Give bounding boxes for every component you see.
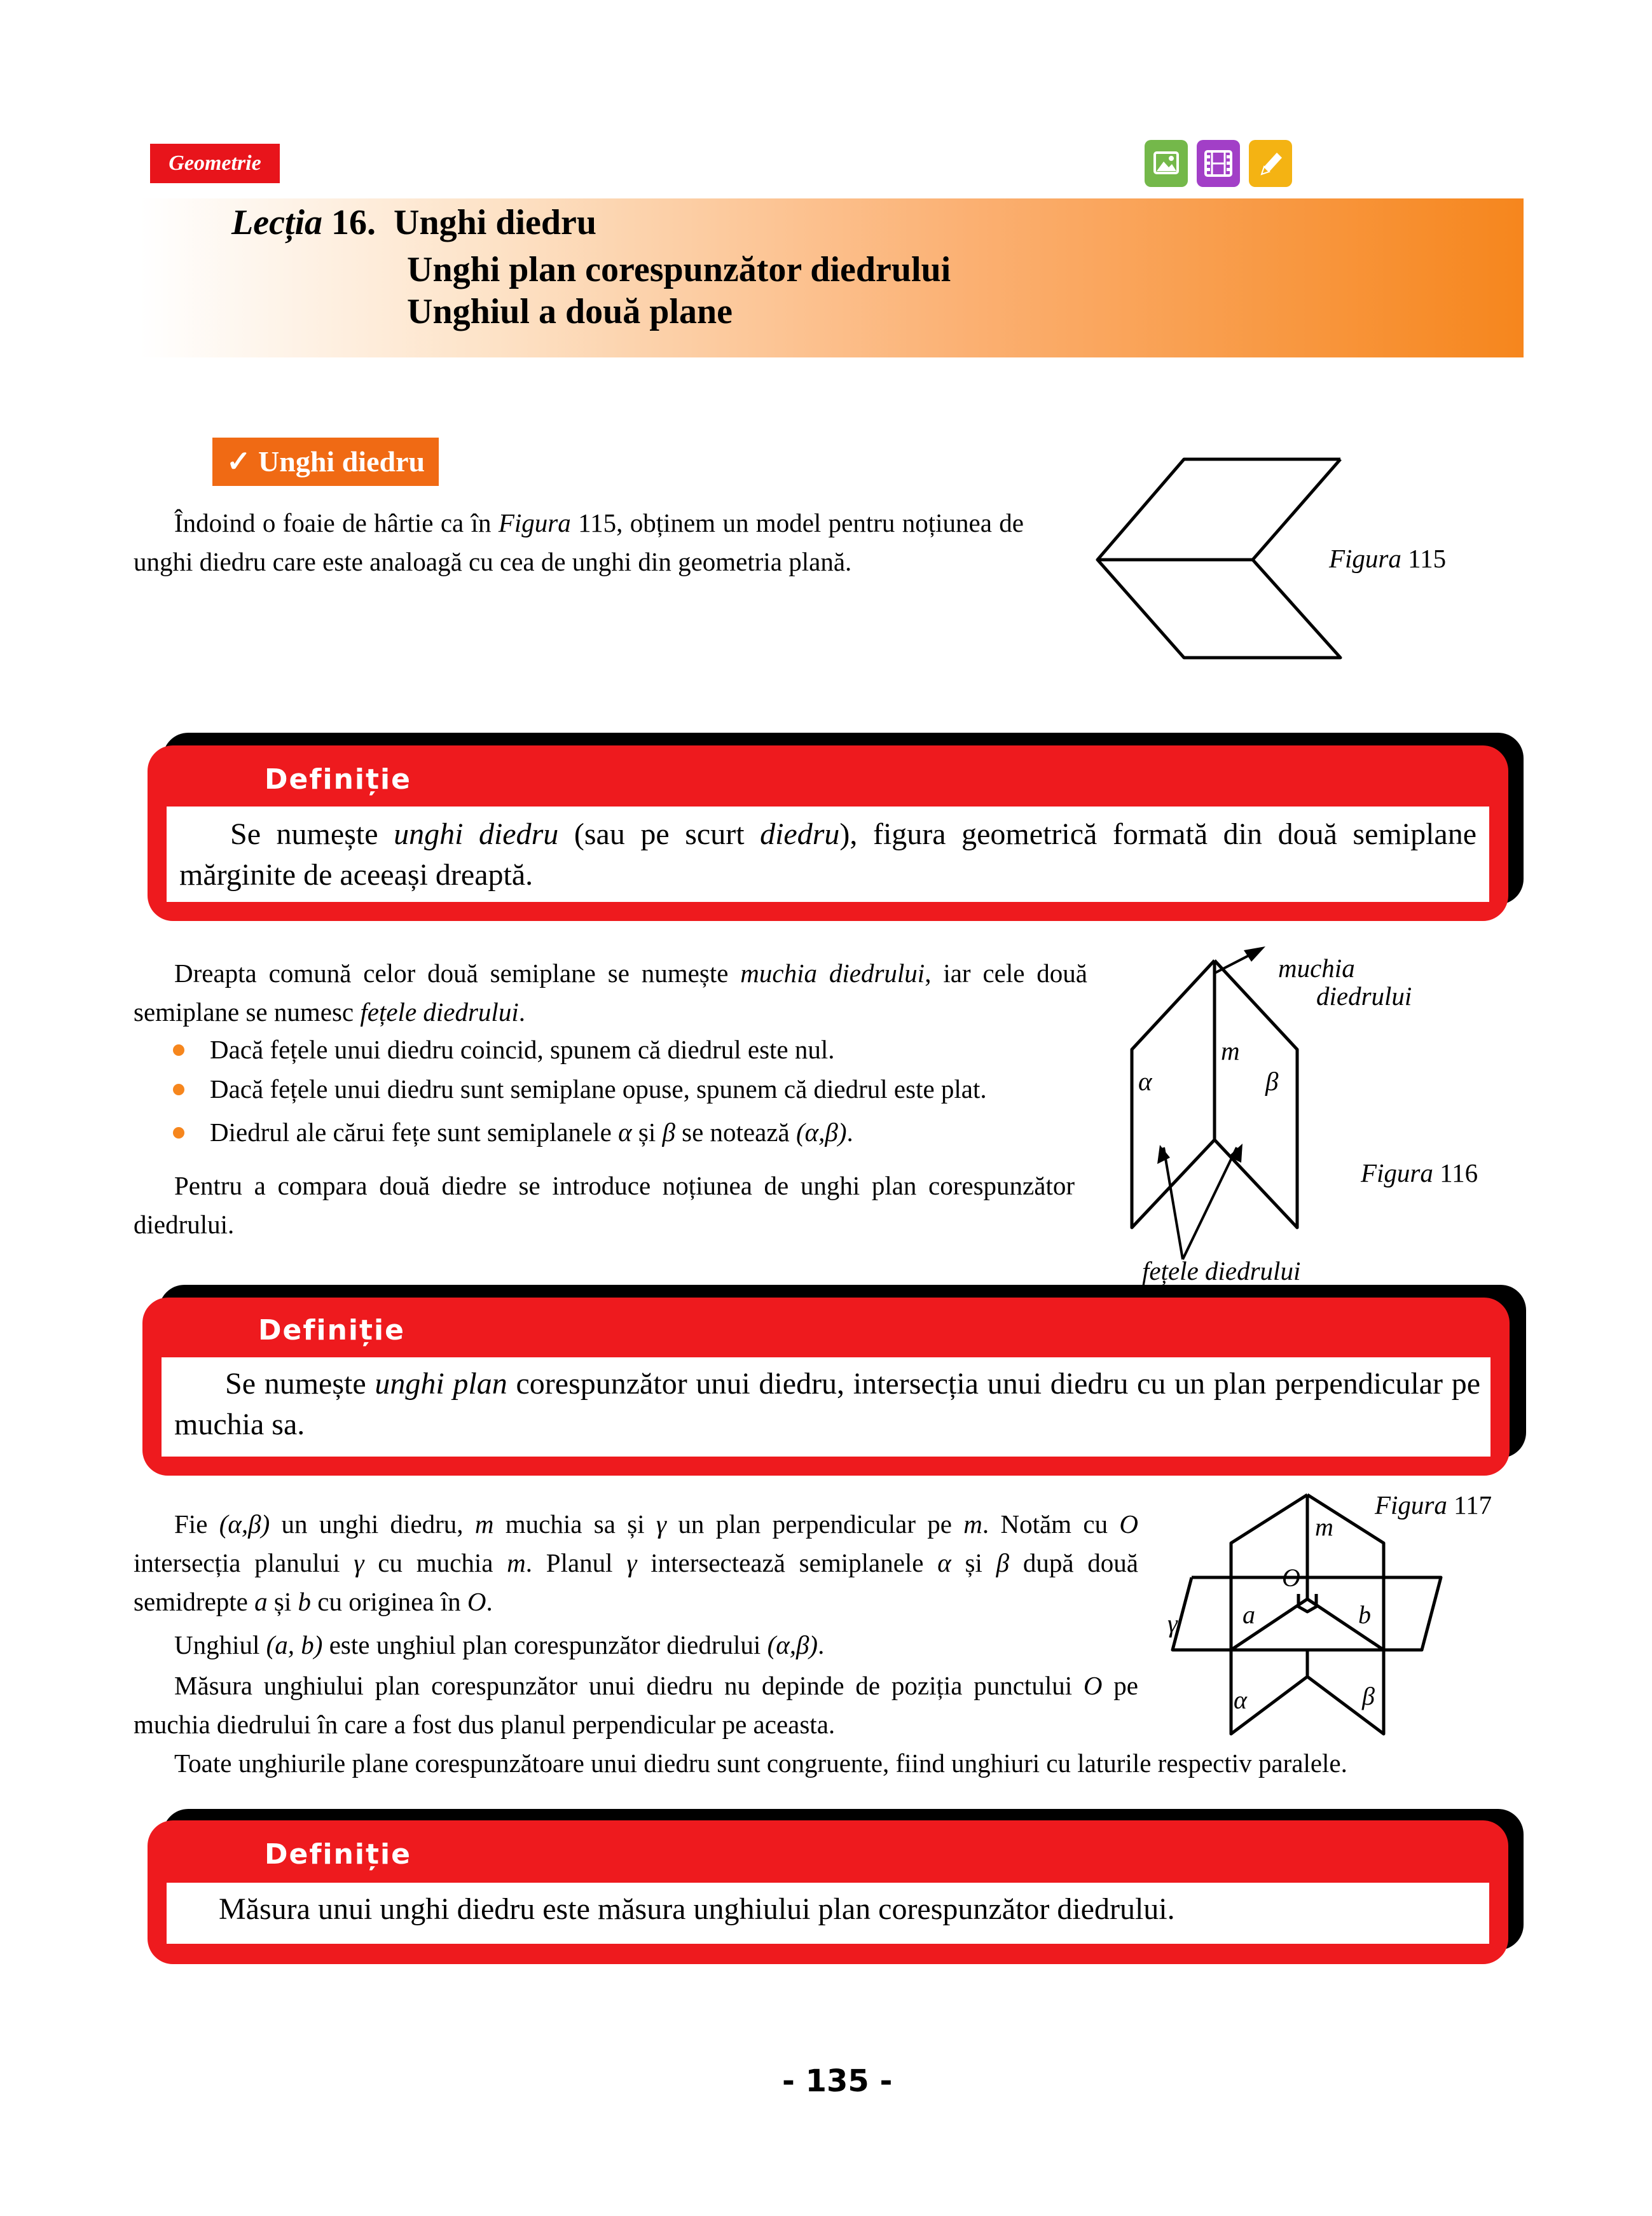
def1-b: (sau pe scurt (558, 817, 761, 851)
pa-1: Fie (174, 1509, 219, 1539)
figure-115 (1094, 455, 1348, 663)
figure-116-label (1361, 1158, 1478, 1188)
film-icon[interactable] (1197, 140, 1240, 187)
pa-10: și (951, 1548, 996, 1577)
def1-term-2: diedru (760, 817, 840, 851)
pa-12: și (267, 1587, 298, 1616)
fig115-word: Figura (1329, 544, 1401, 573)
fig117-O: O (1282, 1563, 1300, 1592)
fig117-num: 117 (1454, 1490, 1492, 1520)
pa2-b: este unghiul plan corespunzător diedrului (322, 1630, 767, 1659)
lesson-title-2: Unghi plan corespunzător diedrului (407, 250, 951, 289)
pa-4: un plan perpendicular pe (666, 1509, 964, 1539)
pa-3: muchia sa și (493, 1509, 656, 1539)
bullet-3-beta: β (662, 1118, 675, 1147)
pa-13: cu originea în (311, 1587, 467, 1616)
def2-b: corespunzător unui diedru, intersecția unui diedru cu un plan perpendicular pe muchia sa. (174, 1367, 1480, 1441)
fig116-edge-label-2: diedrului (1316, 981, 1412, 1011)
edge-a: Dreapta comună celor două semiplane se numește (174, 959, 741, 988)
pa3-O: O (1083, 1671, 1103, 1700)
pa-11: după două semidrepte (134, 1548, 1138, 1616)
pa-ray-b: b (298, 1587, 311, 1616)
figure-116 (1119, 941, 1501, 1285)
section-badge: ✓ Unghi diedru (212, 438, 439, 486)
fig116-faces-label: fețele diedrului (1142, 1256, 1301, 1285)
def1-a: Se numește (230, 817, 394, 851)
intro-text-b: 115, obținem un model pentru noțiunea de unghi diedru care este analoagă cu cea de unghi din geometria plană. (134, 508, 1024, 576)
fig117-word: Figura (1375, 1490, 1447, 1520)
fig116-num: 116 (1440, 1158, 1478, 1188)
def1-c: ), figura geometrică formată din două semiplane mărginite de aceeași dreaptă. (179, 817, 1477, 892)
lesson-number: 16. (331, 203, 376, 242)
media-icons (1145, 140, 1292, 187)
pa-6: intersecția planului (134, 1548, 354, 1577)
fig117-beta: β (1362, 1682, 1375, 1710)
pa2-c: . (818, 1630, 825, 1659)
plane-angle-paragraph-3 (134, 1666, 1138, 1744)
edge-c: . (518, 997, 525, 1027)
compare-paragraph: Pentru a compara două diedre se introduce noțiunea de unghi plan corespunzător diedrului. (134, 1171, 1075, 1239)
pa-m: m (474, 1509, 494, 1539)
bullet-2 (173, 1070, 987, 1109)
figure-117 (1164, 1482, 1450, 1749)
fig116-word: Figura (1361, 1158, 1433, 1188)
pa-8: . Planul (525, 1548, 627, 1577)
definition-1-text (179, 814, 1476, 896)
edge-b: , iar cele două semiplane se numesc (134, 959, 1087, 1027)
page-number: - 135 - (782, 2063, 893, 2099)
edge-term-1: muchia diedrului (740, 959, 925, 988)
fig117-b: b (1358, 1600, 1371, 1629)
bullet-2-text: Dacă fețele unui diedru sunt semiplane opuse, spunem că diedrul este plat. (210, 1074, 987, 1104)
definition-2-text (174, 1364, 1480, 1445)
pa-9: intersectează semiplanele (637, 1548, 938, 1577)
pencil-icon[interactable] (1249, 140, 1292, 187)
pa2-notation-1: (a, b) (266, 1630, 323, 1659)
pa-gamma3: γ (626, 1548, 637, 1577)
pa-alpha: α (937, 1548, 951, 1577)
intro-paragraph (134, 504, 1024, 581)
plane-angle-paragraph-4: Toate unghiurile plane corespunzătoare unui diedru sunt congruente, fiind unghiuri cu laturile respectiv paralele. (174, 1749, 1347, 1778)
definition-2-title: Definiție (258, 1314, 405, 1347)
fig116-edge-label-1: muchia (1278, 953, 1355, 983)
def2-a: Se numește (225, 1367, 375, 1401)
pa-gamma2: γ (354, 1548, 364, 1577)
edge-paragraph (134, 954, 1087, 1032)
pa-gamma: γ (656, 1509, 667, 1539)
bullet-3-and: și (631, 1118, 663, 1147)
pa-O: O (1119, 1509, 1138, 1539)
bullet-1-text: Dacă fețele unui diedru coincid, spunem că diedrul este nul. (210, 1035, 835, 1064)
lesson-title-1: Unghi diedru (394, 203, 597, 242)
fig117-gamma: γ (1167, 1609, 1178, 1638)
figure-115-label (1329, 543, 1446, 574)
pa-7: cu muchia (364, 1548, 507, 1577)
bullet-dot-icon (173, 1044, 184, 1056)
definition-3-text: Măsura unui unghi diedru este măsura unghiului plan corespunzător diedrului. (219, 1892, 1175, 1926)
fig117-alpha: α (1234, 1686, 1247, 1714)
bullet-dot-icon (173, 1127, 184, 1139)
intro-text-a: Îndoind o foaie de hârtie ca în (174, 508, 499, 537)
bullet-3-text-c: . (846, 1118, 853, 1147)
bullet-3-alpha: α (618, 1118, 632, 1147)
def1-term-1: unghi diedru (394, 817, 559, 851)
pa-m3: m (507, 1548, 526, 1577)
lesson-header (140, 198, 1524, 357)
pa-m2: m (963, 1509, 982, 1539)
pa3-b: pe muchia diedrului în care a fost dus planul perpendicular pe aceasta. (134, 1671, 1138, 1739)
bullet-3-text-a: Diedrul ale cărui fețe sunt semiplanele (210, 1118, 619, 1147)
pa-ray-a: a (254, 1587, 268, 1616)
pa3-a: Măsura unghiului plan corespunzător unui diedru nu depinde de poziția punctului (174, 1671, 1084, 1700)
pa-2: un unghi diedru, (270, 1509, 475, 1539)
fig116-alpha: α (1138, 1067, 1152, 1096)
bullet-dot-icon (173, 1084, 184, 1095)
lesson-title-line-1 (231, 202, 596, 243)
def2-term: unghi plan (375, 1367, 507, 1401)
intro-fig-ref: Figura (498, 508, 571, 537)
plane-angle-paragraph-2 (174, 1626, 1153, 1665)
pa-beta: β (996, 1548, 1010, 1577)
pa2-notation-2: (α,β) (767, 1630, 818, 1659)
pa2-a: Unghiul (174, 1630, 266, 1659)
pa-14: . (486, 1587, 493, 1616)
bullet-3-text-b: se notează (675, 1118, 796, 1147)
fig117-a: a (1242, 1600, 1255, 1629)
definition-3-title: Definiție (265, 1838, 411, 1871)
pa-5: . Notăm cu (982, 1509, 1120, 1539)
pa-O2: O (467, 1587, 486, 1616)
fig116-m: m (1221, 1036, 1240, 1065)
plane-angle-paragraph-1 (134, 1505, 1138, 1621)
pa-notation-1: (α,β) (219, 1509, 270, 1539)
image-icon[interactable] (1145, 140, 1188, 187)
figure-117-label (1375, 1490, 1492, 1520)
bullet-3-notation: (α,β) (795, 1118, 847, 1147)
lesson-title-3: Unghiul a două plane (407, 292, 733, 331)
fig116-beta: β (1265, 1067, 1279, 1096)
edge-term-2: fețele diedrului (360, 997, 519, 1027)
subject-tag: Geometrie (150, 144, 280, 183)
lesson-word: Lecția (231, 203, 323, 242)
bullet-3 (173, 1113, 853, 1152)
fig115-num: 115 (1408, 544, 1447, 573)
bullet-1 (173, 1030, 835, 1069)
fig117-m: m (1315, 1513, 1333, 1541)
definition-1-title: Definiție (265, 763, 411, 796)
